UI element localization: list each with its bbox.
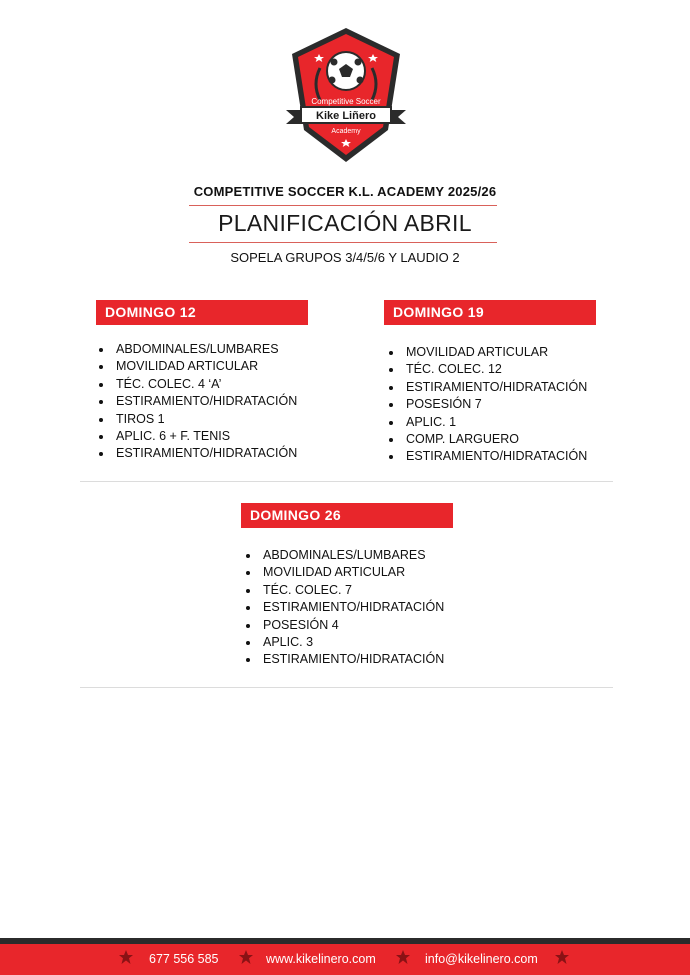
list-item: ESTIRAMIENTO/HIDRATACIÓN [243, 599, 444, 616]
list-item: POSESIÓN 4 [243, 617, 444, 634]
activity-list-domingo-19 [386, 344, 587, 466]
day-header-domingo-12: DOMINGO 12 [96, 300, 308, 325]
section-divider [80, 687, 613, 688]
list-item: MOVILIDAD ARTICULAR [386, 344, 587, 361]
logo-text-line3: Academy [331, 128, 361, 135]
list-item: APLIC. 6 + F. TENIS [96, 428, 297, 445]
list-item: ESTIRAMIENTO/HIDRATACIÓN [386, 448, 587, 465]
page-footer [0, 944, 690, 975]
title-rule-bottom [189, 242, 497, 243]
logo-text-line1: Competitive Soccer [311, 97, 381, 106]
list-item: TÉC. COLEC. 4 ‘A’ [96, 376, 297, 393]
star-icon [238, 949, 254, 965]
star-icon [395, 949, 411, 965]
list-item: ESTIRAMIENTO/HIDRATACIÓN [96, 445, 297, 462]
list-item: POSESIÓN 7 [386, 396, 587, 413]
day-header-domingo-19: DOMINGO 19 [384, 300, 596, 325]
title-rule-top [189, 205, 497, 206]
academy-logo [284, 26, 408, 164]
list-item: TÉC. COLEC. 12 [386, 361, 587, 378]
activity-list-domingo-12 [96, 341, 297, 463]
list-item: APLIC. 1 [386, 414, 587, 431]
star-icon [554, 949, 570, 965]
section-divider [80, 481, 613, 482]
footer-email-link[interactable]: info@kikelinero.com [425, 952, 538, 966]
list-item: ESTIRAMIENTO/HIDRATACIÓN [243, 651, 444, 668]
list-item: ABDOMINALES/LUMBARES [96, 341, 297, 358]
academy-title: COMPETITIVE SOCCER K.L. ACADEMY 2025/26 [193, 184, 497, 199]
day-header-domingo-26: DOMINGO 26 [241, 503, 453, 528]
star-icon [118, 949, 134, 965]
plan-subtitle: SOPELA GRUPOS 3/4/5/6 Y LAUDIO 2 [230, 250, 460, 265]
list-item: MOVILIDAD ARTICULAR [243, 564, 444, 581]
footer-website-link[interactable]: www.kikelinero.com [266, 952, 376, 966]
activity-list-domingo-26 [243, 547, 444, 669]
list-item: TÉC. COLEC. 7 [243, 582, 444, 599]
footer-phone[interactable]: 677 556 585 [149, 952, 219, 966]
logo-text-line2: Kike Liñero [316, 110, 376, 122]
list-item: ESTIRAMIENTO/HIDRATACIÓN [386, 379, 587, 396]
plan-title: PLANIFICACIÓN ABRIL [218, 210, 472, 236]
list-item: TIROS 1 [96, 411, 297, 428]
list-item: ABDOMINALES/LUMBARES [243, 547, 444, 564]
list-item: COMP. LARGUERO [386, 431, 587, 448]
list-item: APLIC. 3 [243, 634, 444, 651]
list-item: ESTIRAMIENTO/HIDRATACIÓN [96, 393, 297, 410]
list-item: MOVILIDAD ARTICULAR [96, 358, 297, 375]
